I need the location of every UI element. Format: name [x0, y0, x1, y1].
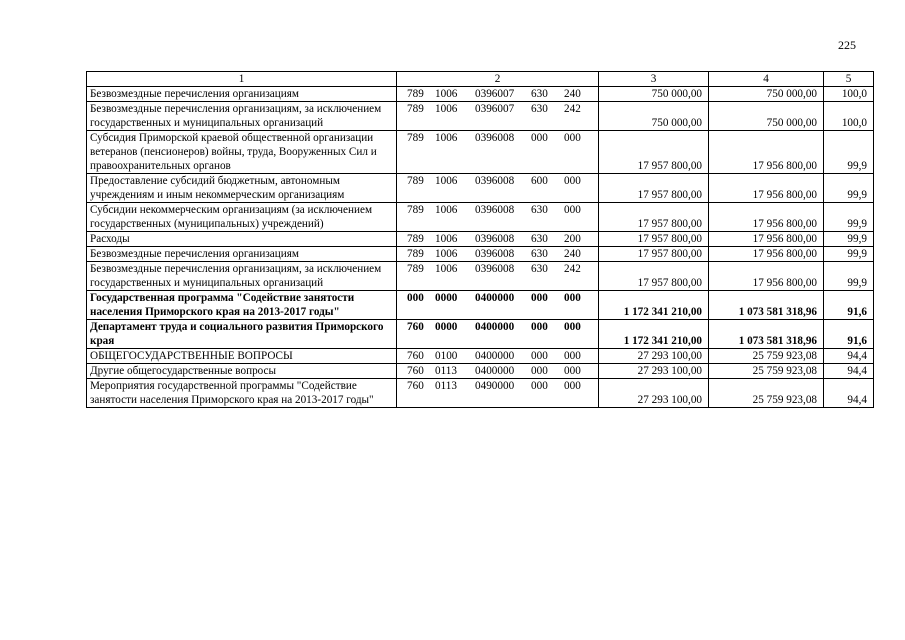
- row-plan-amount: 17 957 800,00: [599, 247, 709, 262]
- code-type: 630: [531, 233, 548, 245]
- row-codes: [397, 247, 599, 262]
- table-row: [87, 131, 874, 174]
- code-admin: 760: [407, 350, 424, 362]
- code-kosgu: 200: [564, 233, 581, 245]
- table-row: [87, 320, 874, 349]
- code-type: 630: [531, 263, 548, 275]
- table-row: [87, 232, 874, 247]
- code-target: 0396007: [475, 88, 515, 100]
- page-number: 225: [838, 38, 856, 52]
- row-plan-amount: 750 000,00: [599, 102, 709, 131]
- code-section: 0000: [435, 292, 458, 304]
- row-percent: 99,9: [824, 203, 874, 232]
- table-row: [87, 174, 874, 203]
- row-name: Департамент труда и социального развития Приморского края: [87, 320, 397, 349]
- header-col-1: 1: [87, 72, 397, 87]
- row-plan-amount: 27 293 100,00: [599, 349, 709, 364]
- row-name: Безвозмездные перечисления организациям, за исключением государственных и муниципальных организаций: [87, 262, 397, 291]
- row-percent: 94,4: [824, 379, 874, 408]
- code-target: 0396008: [475, 263, 515, 275]
- row-fact-amount: 25 759 923,08: [709, 349, 824, 364]
- row-fact-amount: 25 759 923,08: [709, 379, 824, 408]
- code-section: 0113: [435, 365, 457, 377]
- code-section: 1006: [435, 175, 458, 187]
- code-type: 000: [531, 321, 548, 333]
- row-codes: [397, 349, 599, 364]
- code-target: 0396008: [475, 132, 515, 144]
- budget-table: [86, 71, 874, 408]
- code-kosgu: 000: [564, 292, 581, 304]
- table-row: [87, 247, 874, 262]
- code-kosgu: 000: [564, 175, 581, 187]
- row-plan-amount: 17 957 800,00: [599, 174, 709, 203]
- code-type: 630: [531, 204, 548, 216]
- code-target: 0396008: [475, 248, 515, 260]
- row-codes: [397, 87, 599, 102]
- code-admin: 789: [407, 248, 424, 260]
- row-codes: [397, 174, 599, 203]
- code-section: 1006: [435, 132, 458, 144]
- code-target: 0396007: [475, 103, 515, 115]
- row-plan-amount: 27 293 100,00: [599, 379, 709, 408]
- row-name: Безвозмездные перечисления организациям: [87, 247, 397, 262]
- code-section: 1006: [435, 103, 458, 115]
- row-plan-amount: 17 957 800,00: [599, 203, 709, 232]
- code-kosgu: 000: [564, 350, 581, 362]
- row-fact-amount: 17 956 800,00: [709, 203, 824, 232]
- row-fact-amount: 1 073 581 318,96: [709, 320, 824, 349]
- code-section: 1006: [435, 204, 458, 216]
- code-target: 0400000: [475, 365, 515, 377]
- row-name: ОБЩЕГОСУДАРСТВЕННЫЕ ВОПРОСЫ: [87, 349, 397, 364]
- row-percent: 91,6: [824, 320, 874, 349]
- row-codes: [397, 232, 599, 247]
- header-col-2: 2: [397, 72, 599, 87]
- table-row: [87, 203, 874, 232]
- code-section: 1006: [435, 233, 458, 245]
- code-admin: 789: [407, 132, 424, 144]
- code-admin: 760: [407, 365, 424, 377]
- code-section: 1006: [435, 248, 458, 260]
- code-kosgu: 240: [564, 88, 581, 100]
- header-row: [87, 72, 874, 87]
- table-row: [87, 364, 874, 379]
- code-type: 000: [531, 132, 548, 144]
- code-kosgu: 000: [564, 380, 581, 392]
- row-fact-amount: 750 000,00: [709, 87, 824, 102]
- row-name: Субсидии некоммерческим организациям (за исключением государственных (муниципальных) учреждений): [87, 203, 397, 232]
- row-codes: [397, 131, 599, 174]
- row-plan-amount: 750 000,00: [599, 87, 709, 102]
- code-type: 000: [531, 350, 548, 362]
- row-codes: [397, 102, 599, 131]
- code-kosgu: 242: [564, 263, 581, 275]
- row-percent: 94,4: [824, 349, 874, 364]
- row-codes: [397, 379, 599, 408]
- row-name: Мероприятия государственной программы "Содействие занятости населения Приморского края на 2013-2017 годы": [87, 379, 397, 408]
- code-section: 0100: [435, 350, 458, 362]
- row-name: Безвозмездные перечисления организациям: [87, 87, 397, 102]
- row-codes: [397, 364, 599, 379]
- row-codes: [397, 320, 599, 349]
- row-fact-amount: 17 956 800,00: [709, 262, 824, 291]
- code-target: 0490000: [475, 380, 515, 392]
- code-section: 0113: [435, 380, 457, 392]
- code-target: 0400000: [475, 350, 515, 362]
- row-name: Расходы: [87, 232, 397, 247]
- code-type: 000: [531, 365, 548, 377]
- header-col-3: 3: [599, 72, 709, 87]
- code-type: 630: [531, 248, 548, 260]
- row-plan-amount: 17 957 800,00: [599, 232, 709, 247]
- code-kosgu: 000: [564, 132, 581, 144]
- code-admin: 789: [407, 88, 424, 100]
- code-target: 0400000: [475, 321, 515, 333]
- row-percent: 99,9: [824, 131, 874, 174]
- row-percent: 100,0: [824, 102, 874, 131]
- row-name: Субсидия Приморской краевой общественной организации ветеранов (пенсионеров) войны, труда, Вооруженных Сил и правоохранительных органов: [87, 131, 397, 174]
- row-percent: 99,9: [824, 232, 874, 247]
- row-plan-amount: 1 172 341 210,00: [599, 291, 709, 320]
- table-row: [87, 349, 874, 364]
- table-row: [87, 102, 874, 131]
- code-section: 1006: [435, 88, 458, 100]
- row-plan-amount: 1 172 341 210,00: [599, 320, 709, 349]
- header-col-5: 5: [824, 72, 874, 87]
- code-target: 0400000: [475, 292, 515, 304]
- code-section: 1006: [435, 263, 458, 275]
- code-kosgu: 000: [564, 321, 581, 333]
- code-admin: 760: [407, 321, 424, 333]
- row-percent: 99,9: [824, 174, 874, 203]
- code-admin: 789: [407, 175, 424, 187]
- row-name: Безвозмездные перечисления организациям, за исключением государственных и муниципальных организаций: [87, 102, 397, 131]
- table-row: [87, 291, 874, 320]
- code-kosgu: 242: [564, 103, 581, 115]
- row-percent: 99,9: [824, 247, 874, 262]
- row-fact-amount: 17 956 800,00: [709, 232, 824, 247]
- row-name: Другие общегосударственные вопросы: [87, 364, 397, 379]
- row-codes: [397, 203, 599, 232]
- row-percent: 91,6: [824, 291, 874, 320]
- table-row: [87, 262, 874, 291]
- code-target: 0396008: [475, 233, 515, 245]
- row-plan-amount: 17 957 800,00: [599, 131, 709, 174]
- code-kosgu: 240: [564, 248, 581, 260]
- row-fact-amount: 750 000,00: [709, 102, 824, 131]
- code-type: 630: [531, 88, 548, 100]
- row-percent: 99,9: [824, 262, 874, 291]
- row-fact-amount: 1 073 581 318,96: [709, 291, 824, 320]
- row-codes: [397, 291, 599, 320]
- table-row: [87, 87, 874, 102]
- row-plan-amount: 17 957 800,00: [599, 262, 709, 291]
- code-kosgu: 000: [564, 365, 581, 377]
- row-fact-amount: 17 956 800,00: [709, 131, 824, 174]
- row-fact-amount: 17 956 800,00: [709, 247, 824, 262]
- code-kosgu: 000: [564, 204, 581, 216]
- code-type: 600: [531, 175, 548, 187]
- code-admin: 760: [407, 380, 424, 392]
- code-target: 0396008: [475, 175, 515, 187]
- table-row: [87, 379, 874, 408]
- code-admin: 789: [407, 233, 424, 245]
- row-percent: 100,0: [824, 87, 874, 102]
- code-target: 0396008: [475, 204, 515, 216]
- row-name: Государственная программа "Содействие занятости населения Приморского края на 2013-2017 годы": [87, 291, 397, 320]
- code-type: 630: [531, 103, 548, 115]
- row-percent: 94,4: [824, 364, 874, 379]
- row-fact-amount: 25 759 923,08: [709, 364, 824, 379]
- code-admin: 000: [407, 292, 424, 304]
- row-plan-amount: 27 293 100,00: [599, 364, 709, 379]
- row-name: Предоставление субсидий бюджетным, автономным учреждениям и иным некоммерческим организациям: [87, 174, 397, 203]
- code-admin: 789: [407, 263, 424, 275]
- header-col-4: 4: [709, 72, 824, 87]
- code-type: 000: [531, 380, 548, 392]
- code-section: 0000: [435, 321, 458, 333]
- code-admin: 789: [407, 103, 424, 115]
- code-admin: 789: [407, 204, 424, 216]
- row-fact-amount: 17 956 800,00: [709, 174, 824, 203]
- row-codes: [397, 262, 599, 291]
- code-type: 000: [531, 292, 548, 304]
